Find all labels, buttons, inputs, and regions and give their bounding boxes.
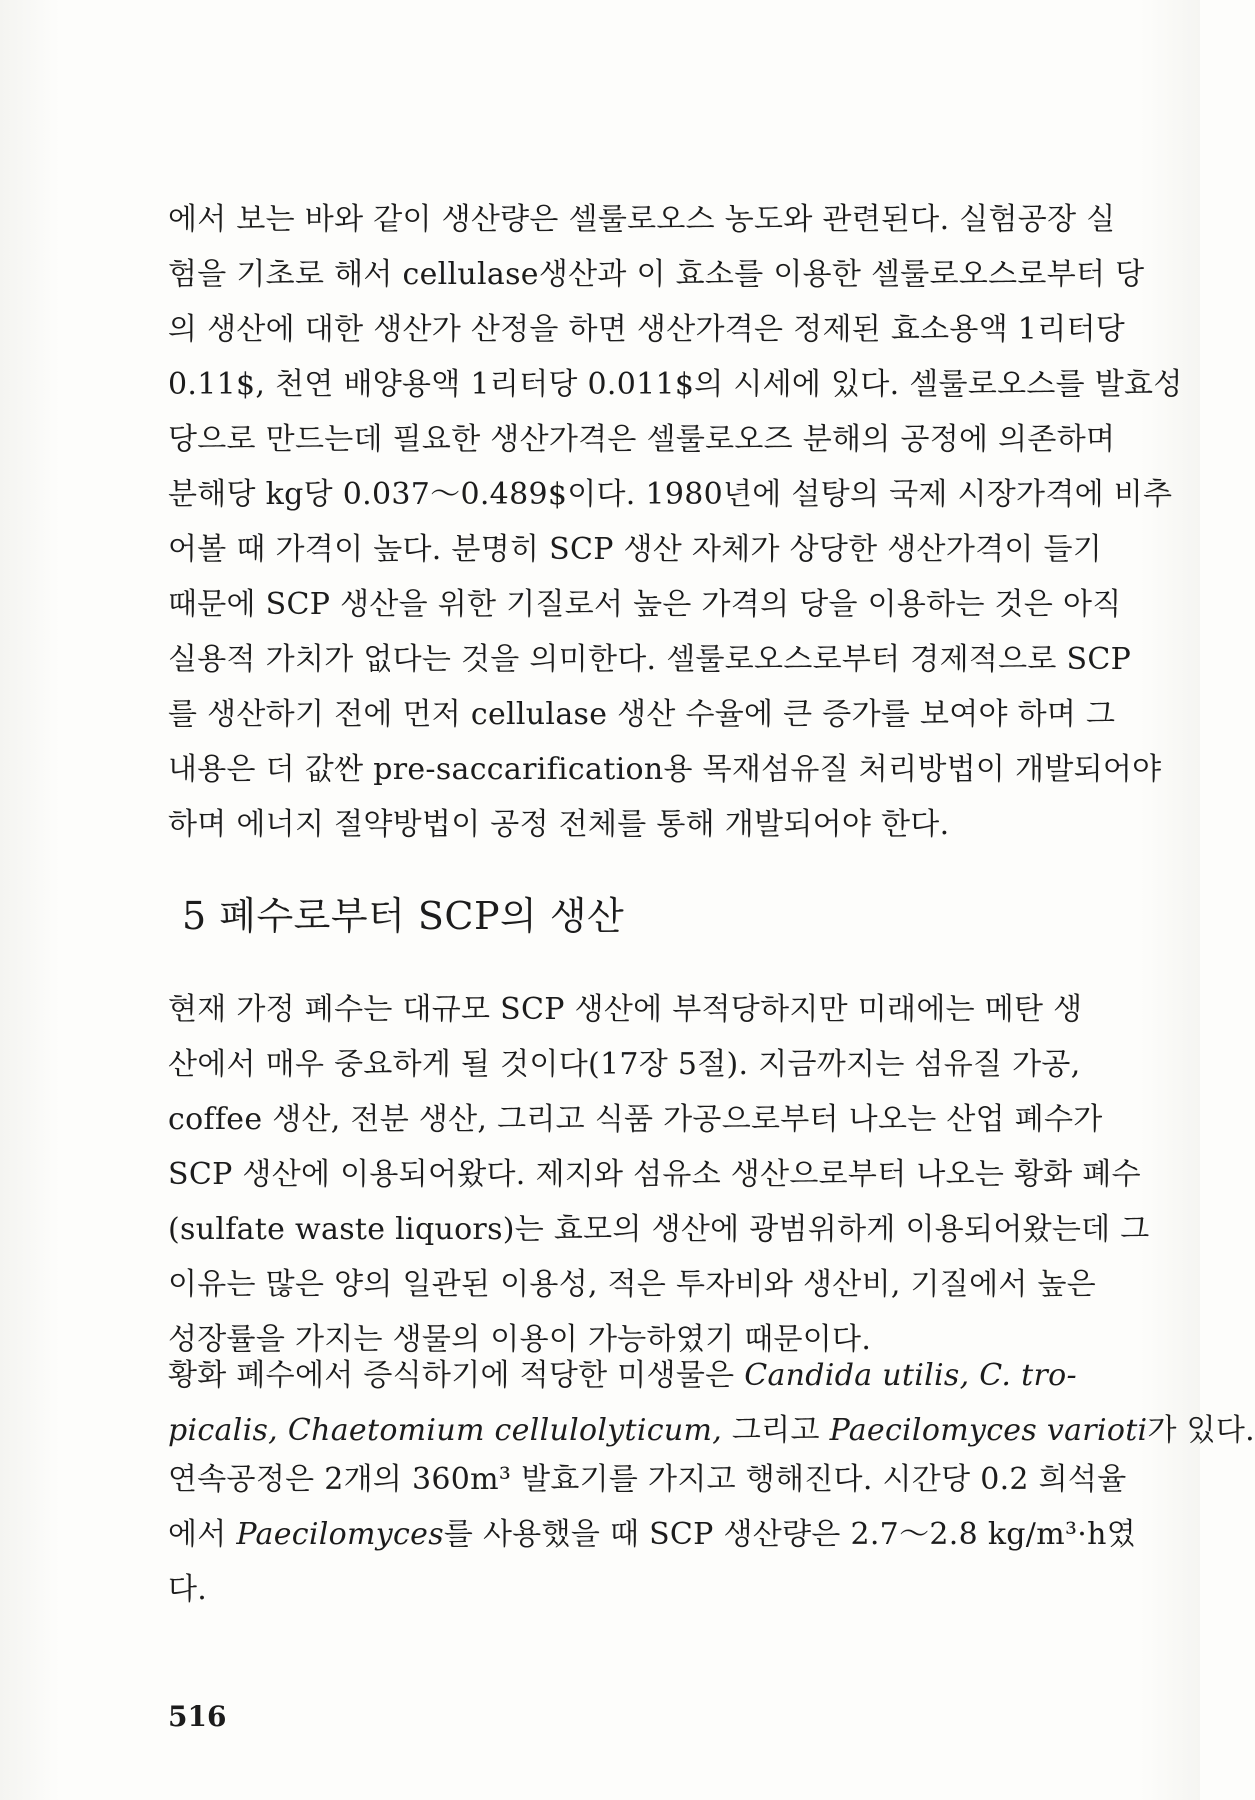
text-run: 에서: [168, 1517, 237, 1552]
text-run: 그리고: [722, 1413, 830, 1448]
text-line: (sulfate waste liquors)는 효모의 생산에 광범위하게 이용되어왔는데 그: [168, 1212, 1150, 1247]
text-run: 를 사용했을 때 SCP 생산량은 2.7～2.8 kg/m³·h였: [443, 1517, 1137, 1552]
paragraph-microorganisms: [168, 1348, 1255, 1458]
text-line: 다.: [168, 1572, 208, 1607]
species-names: Paecilomyces varioti: [829, 1413, 1148, 1448]
paragraph-wastewater: [168, 982, 1150, 1367]
text-run: 가 있다.: [1147, 1413, 1255, 1448]
text-line: 이유는 많은 양의 일관된 이용성, 적은 투자비와 생산비, 기질에서 높은: [168, 1267, 1097, 1302]
species-names: Paecilomyces: [236, 1517, 444, 1552]
text-line: 내용은 더 값싼 pre-saccarification용 목재섬유질 처리방법이 개발되어야: [168, 752, 1162, 787]
text-line: 를 생산하기 전에 먼저 cellulase 생산 수율에 큰 증가를 보여야 하며 그: [168, 697, 1116, 732]
text-line: [168, 1507, 1137, 1562]
text-line: 의 생산에 대한 생산가 산정을 하면 생산가격은 정제된 효소용액 1리터당: [168, 312, 1126, 347]
text-line: 0.11$, 천연 배양용액 1리터당 0.011$의 시세에 있다. 셀룰로오스를 발효성: [168, 367, 1183, 402]
section-heading: 5 폐수로부터 SCP의 생산: [182, 894, 625, 938]
text-line: 어볼 때 가격이 높다. 분명히 SCP 생산 자체가 상당한 생산가격이 들기: [168, 532, 1103, 567]
text-line: 현재 가정 폐수는 대규모 SCP 생산에 부적당하지만 미래에는 메탄 생: [168, 992, 1083, 1027]
text-line: [168, 1348, 1077, 1403]
text-line: 산에서 매우 중요하게 될 것이다(17장 5절). 지금까지는 섬유질 가공,: [168, 1047, 1081, 1082]
species-names: Candida utilis, C. tro-: [744, 1358, 1077, 1393]
paragraph-cellulose-cost: [168, 192, 1183, 852]
text-line: 에서 보는 바와 같이 생산량은 셀룰로오스 농도와 관련된다. 실험공장 실: [168, 202, 1116, 237]
text-line: 당으로 만드는데 필요한 생산가격은 셀룰로오즈 분해의 공정에 의존하며: [168, 422, 1116, 457]
text-line: [168, 1403, 1255, 1458]
text-line: SCP 생산에 이용되어왔다. 제지와 섬유소 생산으로부터 나오는 황화 폐수: [168, 1157, 1141, 1192]
species-names: picalis, Chaetomium cellulolyticum,: [168, 1413, 723, 1448]
text-line: 연속공정은 2개의 360m³ 발효기를 가지고 행해진다. 시간당 0.2 희석율: [168, 1462, 1127, 1497]
page-number: 516: [168, 1700, 227, 1733]
text-line: 험을 기초로 해서 cellulase생산과 이 효소를 이용한 셀룰로오스로부터 당: [168, 257, 1145, 292]
text-run: 황화 폐수에서 증식하기에 적당한 미생물은: [168, 1358, 745, 1393]
paragraph-continuous-process: [168, 1452, 1137, 1617]
text-line: coffee 생산, 전분 생산, 그리고 식품 가공으로부터 나오는 산업 폐수가: [168, 1102, 1103, 1137]
text-line: 분해당 kg당 0.037～0.489$이다. 1980년에 설탕의 국제 시장가격에 비추: [168, 477, 1173, 512]
text-line: 하며 에너지 절약방법이 공정 전체를 통해 개발되어야 한다.: [168, 807, 950, 842]
text-line: 때문에 SCP 생산을 위한 기질로서 높은 가격의 당을 이용하는 것은 아직: [168, 587, 1122, 622]
text-line: 성장률을 가지는 생물의 이용이 가능하였기 때문이다.: [168, 1322, 872, 1357]
text-line: 실용적 가치가 없다는 것을 의미한다. 셀룰로오스로부터 경제적으로 SCP: [168, 642, 1132, 677]
